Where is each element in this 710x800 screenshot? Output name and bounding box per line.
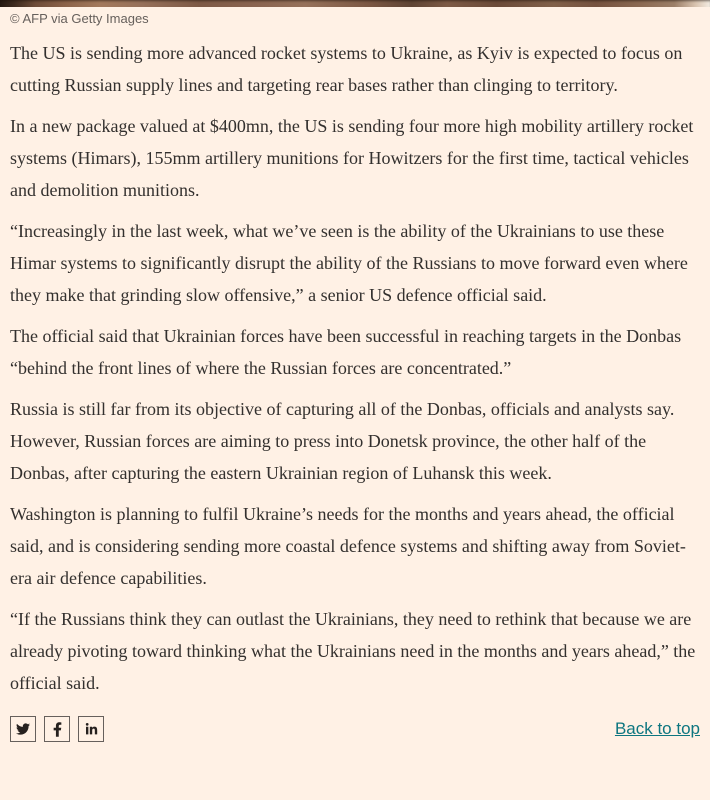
facebook-share-button[interactable]: [44, 716, 70, 742]
article-paragraph: “Increasingly in the last week, what we’ve seen is the ability of the Ukrainians to use these Himar systems to significantly disrupt the ability of the Russians to move forward even where they make that grinding slow offensive,” a senior US defence official said.: [10, 221, 688, 305]
article-paragraph: “If the Russians think they can outlast the Ukrainians, they need to rethink that because we are already pivoting toward thinking what the Ukrainians need in the months and years ahead,” the official said.: [10, 609, 696, 693]
twitter-share-button[interactable]: [10, 716, 36, 742]
back-to-top-link[interactable]: Back to top: [614, 719, 700, 738]
linkedin-icon: [85, 723, 98, 736]
article-paragraph: In a new package valued at $400mn, the US is sending four more high mobility artillery rocket systems (Himars), 155mm artillery munitions for Howitzers for the first time, tactical vehicles and demolition munitions.: [10, 116, 694, 200]
linkedin-share-button[interactable]: [78, 716, 104, 742]
twitter-icon: [16, 722, 30, 736]
facebook-icon: [53, 722, 62, 737]
article-photo-bottom-edge: [0, 0, 710, 7]
article-paragraph: The US is sending more advanced rocket systems to Ukraine, as Kyiv is expected to focus on cutting Russian supply lines and targeting rear bases rather than clinging to territory.: [10, 43, 683, 95]
article-paragraph: Washington is planning to fulfil Ukraine’s needs for the months and years ahead, the official said, and is considering sending more coastal defence systems and shifting away from Soviet-era air defence capabilities.: [10, 504, 686, 588]
article-paragraph: Russia is still far from its objective of capturing all of the Donbas, officials and analysts say. However, Russian forces are aiming to press into Donetsk province, the other half of the Donbas, after capturing the eastern Ukrainian region of Luhansk this week.: [10, 399, 675, 483]
article-body: [10, 37, 700, 699]
photo-caption: © AFP via Getty Images: [10, 11, 149, 26]
share-buttons: [10, 716, 112, 742]
article-footer-bar: [10, 716, 700, 742]
article-paragraph: The official said that Ukrainian forces have been successful in reaching targets in the Donbas “behind the front lines of where the Russian forces are concentrated.”: [10, 326, 682, 378]
